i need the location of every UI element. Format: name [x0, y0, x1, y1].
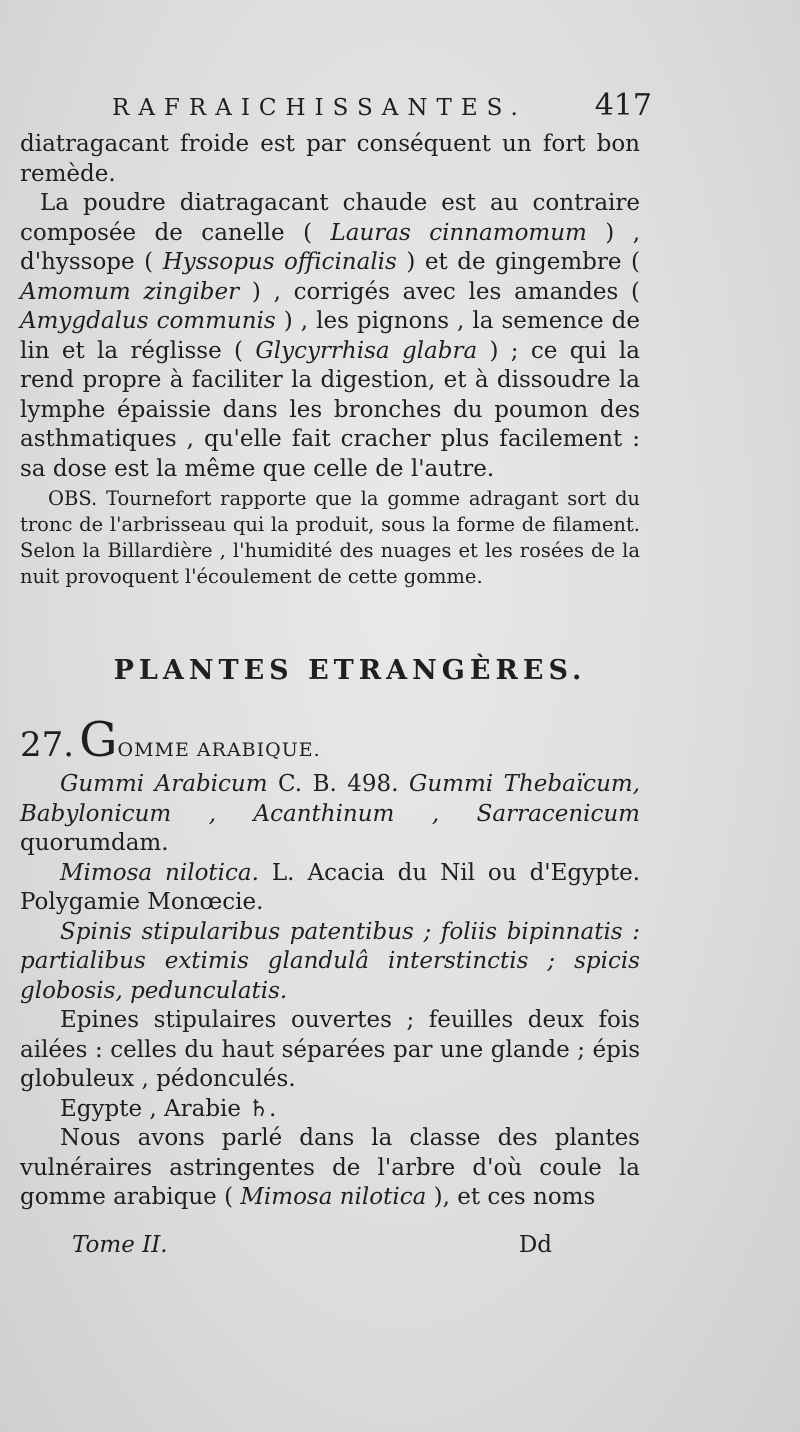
section-title: PLANTES ETRANGÈRES.: [113, 655, 587, 686]
observation-paragraph: OBS. Tournefort rapporte que la gomme adragant sort du tronc de l'arbrisseau qui la produit, sous la forme de filament. Selon la Billardière , l'humidité des nuages et les rosées de la nuit provoquent l'écoulement de cette gomme.: [20, 487, 640, 588]
latin-diagnosis: Spinis stipularibus patentibus ; foliis bipinnatis : partialibus extimis glandulâ interstinctis ; spicis globosis, pedunculatis.: [20, 918, 640, 1004]
page-header: [112, 88, 652, 123]
latin-name: Glycyrrhisa glabra: [255, 337, 478, 364]
volume-label: Tome II.: [72, 1232, 168, 1258]
paragraph-poudre-chaude: La poudre diatragacant chaude est au contraire composée de canelle ( Lauras cinnamomum ) , d'hyssope ( Hyssopus officinalis ) et de gingembre ( Amomum zingiber ) , corrigés avec les amandes ( Amygdalus communis ) , les pignons , la semence de lin et la réglisse ( Glycyrrhisa glabra ) ; ce qui la rend propre à faciliter la digestion, et à dissoudre la lymphe épaissie dans les bronches du poumon des asthmatiques , qu'elle fait cracher plus facilement : sa dose est la même que celle de l'autre.: [20, 190, 641, 482]
running-title: RAFRAICHISSANTES.: [112, 95, 527, 121]
observation-block: [20, 486, 640, 590]
entry-initial: G: [79, 712, 118, 768]
latin-name: Amygdalus communis: [20, 308, 276, 334]
french-description: Epines stipulaires ouvertes ; feuilles deux fois ailées : celles du haut séparées par une glande ; épis globuleux , pédonculés.: [20, 1007, 640, 1092]
paragraph-remede: diatragacant froide est par conséquent un fort bon remède.: [20, 131, 640, 187]
entry-text: Nous avons parlé dans la classe des plantes vulnéraires astringentes de l'arbre d'où coule la gomme arabique ( Mimosa nilotica ), et ces noms: [20, 1125, 640, 1210]
entry-number: 27.: [20, 725, 75, 765]
entry-heading: [20, 712, 640, 768]
habitat: Egypte , Arabie ♄.: [60, 1095, 277, 1122]
latin-name: Hyssopus officinalis: [162, 249, 397, 275]
latin-name: Lauras cinnamomum: [330, 219, 587, 246]
latin-name: Amomum zingiber: [20, 278, 240, 305]
entry-body: [20, 770, 640, 1213]
body-top: [20, 130, 640, 484]
page-footer: [72, 1232, 552, 1258]
synonyms: Gummi Arabicum C. B. 498. Gummi Thebaïcum, Babylonicum , Acanthinum , Sarracenicum quorumdam.: [20, 771, 640, 856]
linnaean-name: Mimosa nilotica. L. Acacia du Nil ou d'Egypte. Polygamie Monœcie.: [20, 859, 641, 915]
signature-mark: Dd: [518, 1232, 552, 1258]
entry-title: OMME ARABIQUE.: [117, 739, 321, 761]
page-number: 417: [594, 88, 652, 123]
